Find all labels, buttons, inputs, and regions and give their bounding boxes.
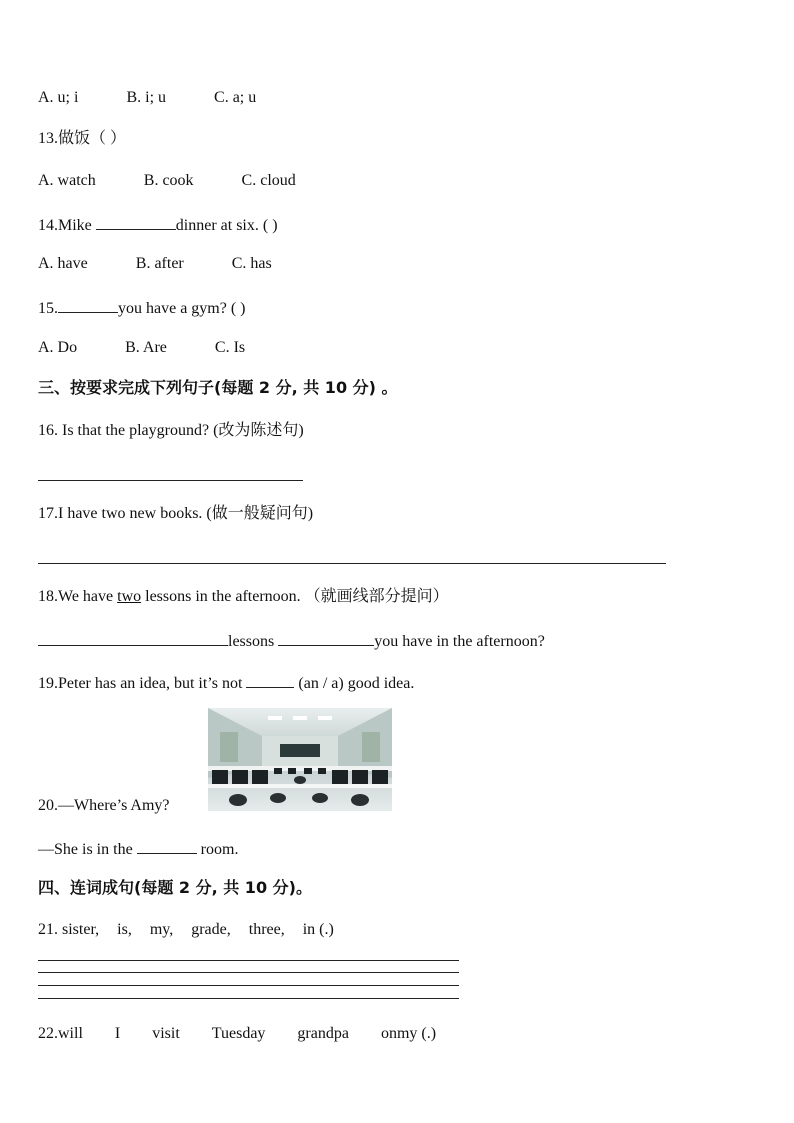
q14-text-post: dinner at six. ( ) bbox=[175, 217, 278, 234]
q21-writing-line[interactable] bbox=[38, 985, 459, 986]
q18-text-post: lessons in the afternoon. （就画线部分提问） bbox=[141, 588, 449, 605]
q20-answer-post: room. bbox=[196, 841, 239, 858]
q18-text-pre: 18.We have bbox=[38, 588, 118, 605]
q13-options bbox=[38, 171, 296, 191]
q14-option-c: C. has bbox=[231, 255, 272, 272]
q12-option-b: B. i; u bbox=[126, 89, 167, 106]
q17-prompt: 17.I have two new books. (做一般疑问句) bbox=[38, 505, 314, 522]
q18-question bbox=[38, 587, 449, 607]
q22-words bbox=[38, 1024, 436, 1044]
q18-blank-1[interactable] bbox=[38, 629, 228, 646]
q18-answer-end: you have in the afternoon? bbox=[374, 633, 545, 650]
q18-answer bbox=[38, 629, 545, 652]
q21-word: in (.) bbox=[302, 921, 334, 938]
q16-answer-line[interactable] bbox=[38, 480, 303, 481]
q14-options bbox=[38, 254, 272, 274]
q13-option-c: C. cloud bbox=[241, 172, 296, 189]
q21-writing-line[interactable] bbox=[38, 998, 459, 999]
q18-blank-2[interactable] bbox=[278, 629, 374, 646]
q13-prompt: 13.做饭（ ） bbox=[38, 130, 127, 147]
q22-word: will bbox=[58, 1025, 83, 1042]
q15-option-b: B. Are bbox=[125, 339, 167, 356]
q14-question bbox=[38, 213, 278, 236]
q19-question bbox=[38, 671, 414, 694]
q21-word: sister, bbox=[62, 921, 100, 938]
q19-text-post: (an / a) good idea. bbox=[294, 675, 415, 692]
q19-blank[interactable] bbox=[246, 671, 294, 688]
q15-option-c: C. Is bbox=[214, 339, 246, 356]
section-4-heading: 四、连词成句(每题 2 分, 共 10 分)。 bbox=[38, 878, 312, 897]
q21-word: my, bbox=[149, 921, 174, 938]
q14-option-a: A. have bbox=[38, 255, 88, 272]
q21-prefix: 21. bbox=[38, 921, 58, 938]
q22-word: Tuesday bbox=[211, 1025, 266, 1042]
q18-underlined-word: two bbox=[117, 588, 142, 605]
q20-blank[interactable] bbox=[137, 837, 197, 854]
q21-words bbox=[38, 920, 334, 940]
q14-option-b: B. after bbox=[135, 255, 184, 272]
q20-answer bbox=[38, 837, 238, 860]
q22-prefix: 22. bbox=[38, 1025, 58, 1042]
q15-options bbox=[38, 338, 245, 358]
q12-option-c: C. a; u bbox=[214, 89, 257, 106]
q17-answer-line[interactable] bbox=[38, 563, 666, 564]
q13-option-b: B. cook bbox=[143, 172, 194, 189]
q15-text-pre: 15. bbox=[38, 300, 58, 317]
q14-blank[interactable] bbox=[96, 213, 176, 230]
computer-room-photo bbox=[208, 708, 392, 811]
q21-writing-line[interactable] bbox=[38, 960, 459, 961]
q21-word: three, bbox=[248, 921, 285, 938]
q19-text-pre: 19.Peter has an idea, but it’s not bbox=[38, 675, 247, 692]
q18-answer-mid: lessons bbox=[228, 633, 279, 650]
q12-option-a: A. u; i bbox=[38, 89, 79, 106]
q16-prompt: 16. Is that the playground? (改为陈述句) bbox=[38, 422, 304, 439]
q22-word: onmy (.) bbox=[380, 1025, 437, 1042]
q15-question bbox=[38, 296, 246, 319]
section-3-heading: 三、按要求完成下列句子(每题 2 分, 共 10 分) 。 bbox=[38, 378, 398, 397]
q22-word: I bbox=[114, 1025, 121, 1042]
q15-option-a: A. Do bbox=[38, 339, 78, 356]
q21-word: grade, bbox=[191, 921, 231, 938]
q20-question: 20.—Where’s Amy? bbox=[38, 797, 170, 814]
q22-word: visit bbox=[152, 1025, 180, 1042]
q15-text-post: you have a gym? ( ) bbox=[118, 300, 246, 317]
q12-options bbox=[38, 88, 256, 108]
q14-text-pre: 14.Mike bbox=[38, 217, 96, 234]
q20-answer-pre: —She is in the bbox=[38, 841, 137, 858]
q21-writing-line[interactable] bbox=[38, 972, 459, 973]
q15-blank[interactable] bbox=[58, 296, 118, 313]
q13-option-a: A. watch bbox=[38, 172, 96, 189]
q21-word: is, bbox=[117, 921, 132, 938]
q22-word: grandpa bbox=[297, 1025, 349, 1042]
